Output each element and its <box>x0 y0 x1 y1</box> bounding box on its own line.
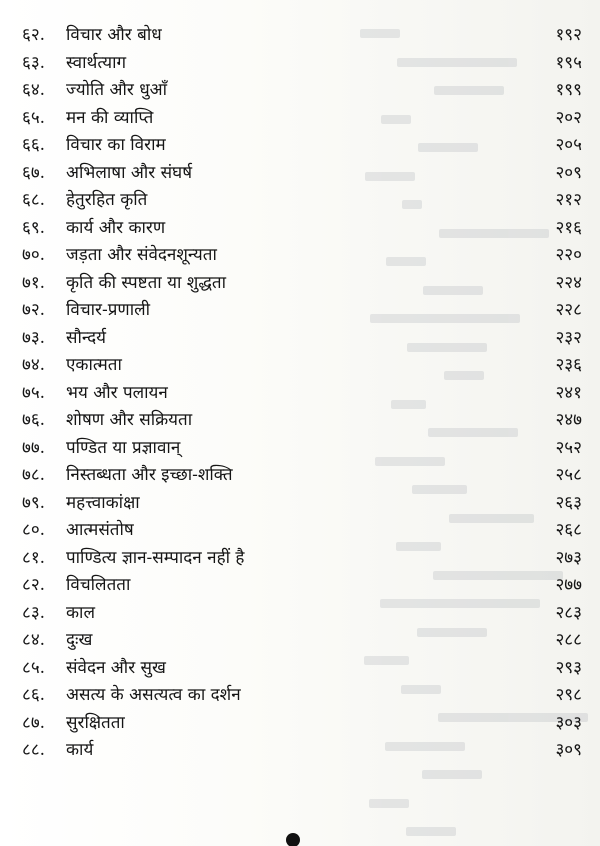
chapter-title: काल <box>66 602 95 623</box>
page-number: २३६ <box>555 355 582 375</box>
page-number: २१६ <box>555 217 582 238</box>
chapter-number: ७८. <box>22 465 46 485</box>
page-number: २८८ <box>555 630 582 650</box>
chapter-title: ज्योति और धुआँ <box>66 80 168 100</box>
chapter-number: ७७. <box>22 437 46 458</box>
chapter-number: ७५. <box>22 382 46 403</box>
chapter-number: ७४. <box>22 355 46 375</box>
page-number: २६८ <box>555 520 582 540</box>
toc-entry <box>0 77 600 105</box>
page-number: २३२ <box>555 327 582 348</box>
chapter-number: ७६. <box>22 410 46 430</box>
page-number: २९३ <box>555 657 582 678</box>
chapter-title: निस्तब्धता और इच्छा-शक्ति <box>66 465 233 485</box>
toc-entry <box>0 490 600 518</box>
chapter-title: विचार-प्रणाली <box>66 300 151 320</box>
chapter-number: ७९. <box>22 492 46 513</box>
chapter-title: पाण्डित्य ज्ञान-सम्पादन नहीं है <box>66 547 245 568</box>
page-marker-dot <box>286 833 300 846</box>
toc-entry <box>0 105 600 133</box>
table-of-contents <box>0 22 600 765</box>
chapter-title: विचार का विराम <box>66 135 166 155</box>
chapter-number: ७२. <box>22 300 46 320</box>
toc-entry <box>0 517 600 545</box>
chapter-number: ८०. <box>22 520 46 540</box>
page-number: १९२ <box>555 25 582 45</box>
toc-entry <box>0 352 600 380</box>
page-number: २२८ <box>555 300 582 320</box>
chapter-title: असत्य के असत्यत्व का दर्शन <box>66 685 241 705</box>
toc-entry <box>0 22 600 50</box>
toc-entry <box>0 710 600 738</box>
chapter-number: ६३. <box>22 52 46 73</box>
page-number: २५२ <box>555 437 582 458</box>
chapter-number: ८८. <box>22 740 46 760</box>
toc-entry <box>0 50 600 78</box>
chapter-title: सौन्दर्य <box>66 327 107 348</box>
chapter-title: कार्य और कारण <box>66 217 166 238</box>
chapter-number: ६६. <box>22 135 46 155</box>
toc-entry <box>0 572 600 600</box>
page-number: २२४ <box>555 272 582 293</box>
page-number: १९९ <box>555 80 582 100</box>
page-number: २५८ <box>555 465 582 485</box>
chapter-title: कृति की स्पष्टता या शुद्धता <box>66 272 227 293</box>
chapter-title: स्वार्थत्याग <box>66 52 127 73</box>
page-number: २७७ <box>555 575 582 595</box>
chapter-title: दुःख <box>66 630 93 650</box>
toc-entry <box>0 215 600 243</box>
toc-entry <box>0 655 600 683</box>
page-number: २१२ <box>555 190 582 210</box>
page-number: २७३ <box>555 547 582 568</box>
chapter-title: संवेदन और सुख <box>66 657 166 678</box>
toc-entry <box>0 737 600 765</box>
page-number: २४७ <box>555 410 582 430</box>
chapter-number: ६९. <box>22 217 46 238</box>
chapter-title: शोषण और सक्रियता <box>66 410 193 430</box>
show-through-line <box>360 790 600 819</box>
chapter-title: एकात्मता <box>66 355 122 375</box>
page-number: २९८ <box>555 685 582 705</box>
chapter-number: ७०. <box>22 245 46 265</box>
toc-entry <box>0 682 600 710</box>
page-number: १९५ <box>555 52 582 73</box>
toc-entry <box>0 600 600 628</box>
page-number: २८३ <box>555 602 582 623</box>
chapter-number: ७३. <box>22 327 46 348</box>
chapter-number: ६२. <box>22 25 46 45</box>
toc-entry <box>0 297 600 325</box>
toc-entry <box>0 462 600 490</box>
chapter-number: ८४. <box>22 630 46 650</box>
chapter-number: ८१. <box>22 547 46 568</box>
chapter-title: सुरक्षितता <box>66 712 125 733</box>
page-number: २०९ <box>555 162 582 183</box>
chapter-title: अभिलाषा और संघर्ष <box>66 162 193 183</box>
chapter-number: ८७. <box>22 712 46 733</box>
toc-entry <box>0 407 600 435</box>
chapter-number: ६७. <box>22 162 46 183</box>
toc-entry <box>0 242 600 270</box>
toc-entry <box>0 435 600 463</box>
chapter-title: कार्य <box>66 740 94 760</box>
chapter-number: ८५. <box>22 657 46 678</box>
toc-entry <box>0 380 600 408</box>
show-through-mark <box>422 770 482 779</box>
toc-entry <box>0 160 600 188</box>
chapter-title: भय और पलायन <box>66 382 168 403</box>
chapter-title: विचलितता <box>66 575 131 595</box>
toc-entry <box>0 270 600 298</box>
page-number: ३०३ <box>555 712 582 733</box>
page-number: २०२ <box>555 107 582 128</box>
chapter-title: महत्त्वाकांक्षा <box>66 492 140 513</box>
show-through-line <box>360 761 600 790</box>
chapter-number: ८६. <box>22 685 46 705</box>
show-through-line <box>360 818 600 846</box>
chapter-title: विचार और बोध <box>66 25 162 45</box>
show-through-mark <box>369 799 409 808</box>
chapter-title: हेतुरहित कृति <box>66 190 148 210</box>
chapter-number: ७१. <box>22 272 46 293</box>
chapter-number: ६८. <box>22 190 46 210</box>
toc-entry <box>0 627 600 655</box>
chapter-number: ६४. <box>22 80 46 100</box>
page-number: २०५ <box>555 135 582 155</box>
chapter-title: जड़ता और संवेदनशून्यता <box>66 245 217 265</box>
page-number: ३०९ <box>555 740 582 760</box>
toc-entry <box>0 132 600 160</box>
chapter-title: मन की व्याप्ति <box>66 107 154 128</box>
show-through-mark <box>406 827 456 836</box>
toc-entry <box>0 545 600 573</box>
toc-entry <box>0 187 600 215</box>
chapter-number: ८२. <box>22 575 46 595</box>
chapter-number: ८३. <box>22 602 46 623</box>
page-number: २२० <box>555 245 582 265</box>
chapter-title: आत्मसंतोष <box>66 520 134 540</box>
page-number: २६३ <box>555 492 582 513</box>
page-number: २४१ <box>555 382 582 403</box>
toc-entry <box>0 325 600 353</box>
chapter-number: ६५. <box>22 107 46 128</box>
chapter-title: पण्डित या प्रज्ञावान् <box>66 437 181 458</box>
